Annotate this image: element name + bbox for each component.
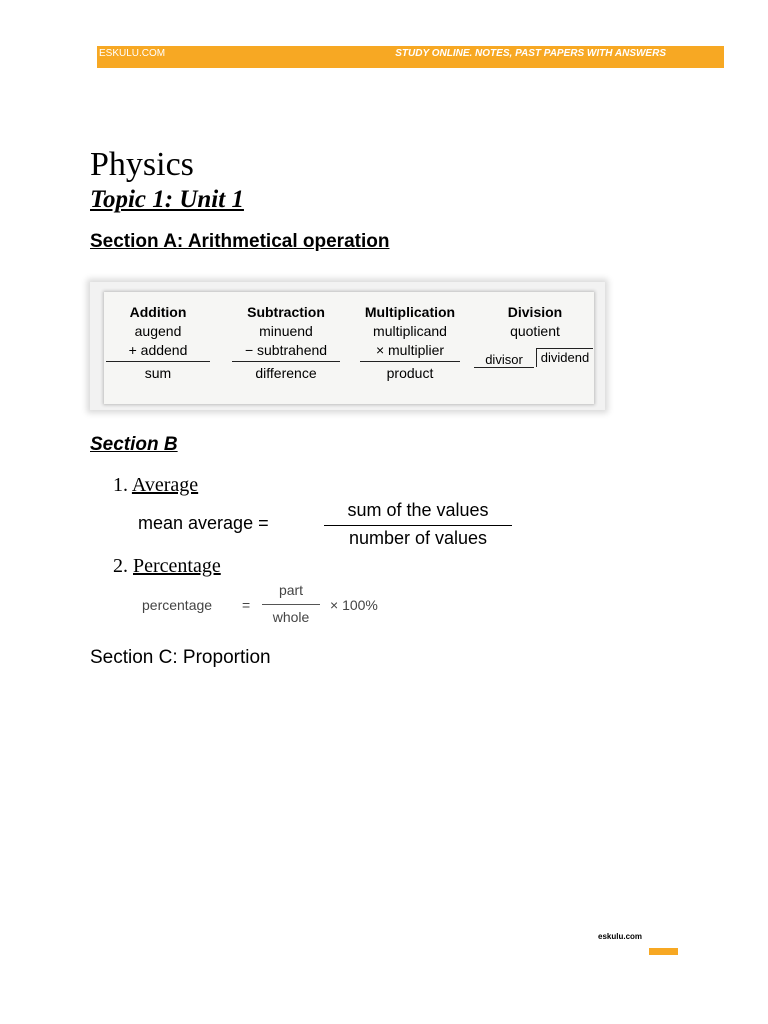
division-divisor: divisor — [474, 352, 534, 368]
site-tagline: STUDY ONLINE. NOTES, PAST PAPERS WITH ANSWERS — [395, 48, 666, 59]
fraction-bar — [324, 525, 512, 526]
footer-site-name: eskulu.com — [598, 932, 643, 941]
formula-lhs: percentage — [142, 597, 213, 613]
average-formula — [138, 500, 518, 550]
formula-denominator: whole — [272, 609, 310, 625]
formula-denominator: number of values — [348, 528, 488, 548]
page-title: Physics — [90, 146, 194, 183]
operand-1: minuend — [259, 323, 313, 339]
addition-column — [106, 292, 210, 381]
formula-multiplier: × 100% — [330, 597, 378, 613]
operand-2: + addend — [128, 342, 188, 358]
operand-1: augend — [134, 323, 182, 339]
operand-1: multiplicand — [373, 323, 447, 339]
list-item-average — [113, 474, 198, 497]
result-rule — [360, 361, 460, 362]
list-number: 1. — [113, 474, 128, 496]
operations-table — [104, 292, 594, 404]
operation-name: Multiplication — [364, 304, 456, 320]
formula-lhs: mean average = — [138, 513, 269, 533]
fraction-bar — [262, 604, 320, 605]
formula-numerator: part — [278, 582, 304, 598]
division-dividend: dividend — [536, 348, 593, 367]
division-quotient: quotient — [510, 323, 560, 339]
operation-name: Subtraction — [247, 304, 325, 320]
section-b-heading: Section B — [90, 434, 178, 455]
footer-accent-bar — [649, 948, 678, 955]
percentage-formula — [138, 580, 398, 630]
header-banner — [97, 46, 724, 68]
operation-name: Division — [507, 304, 563, 320]
result-rule — [106, 361, 210, 362]
list-label: Average — [131, 474, 199, 496]
list-label: Percentage — [133, 555, 221, 577]
operand-2: − subtrahend — [244, 342, 328, 358]
result-rule — [232, 361, 340, 362]
site-name: ESKULU.COM — [99, 48, 166, 59]
multiplication-column — [360, 292, 460, 381]
list-number: 2. — [113, 555, 128, 577]
operation-name: Addition — [129, 304, 187, 320]
section-c-heading: Section C: Proportion — [90, 647, 271, 668]
subtraction-column — [232, 292, 340, 381]
division-column — [476, 292, 594, 367]
formula-numerator: sum of the values — [347, 500, 489, 520]
section-a-heading: Section A: Arithmetical operation — [90, 231, 390, 252]
operation-result: difference — [255, 365, 317, 381]
list-item-percentage — [113, 555, 221, 578]
topic-heading: Topic 1: Unit 1 — [90, 186, 244, 213]
operation-result: product — [386, 365, 434, 381]
operation-result: sum — [144, 365, 172, 381]
operations-figure — [90, 282, 605, 410]
operand-2: × multiplier — [375, 342, 445, 358]
formula-equals: = — [242, 597, 251, 613]
